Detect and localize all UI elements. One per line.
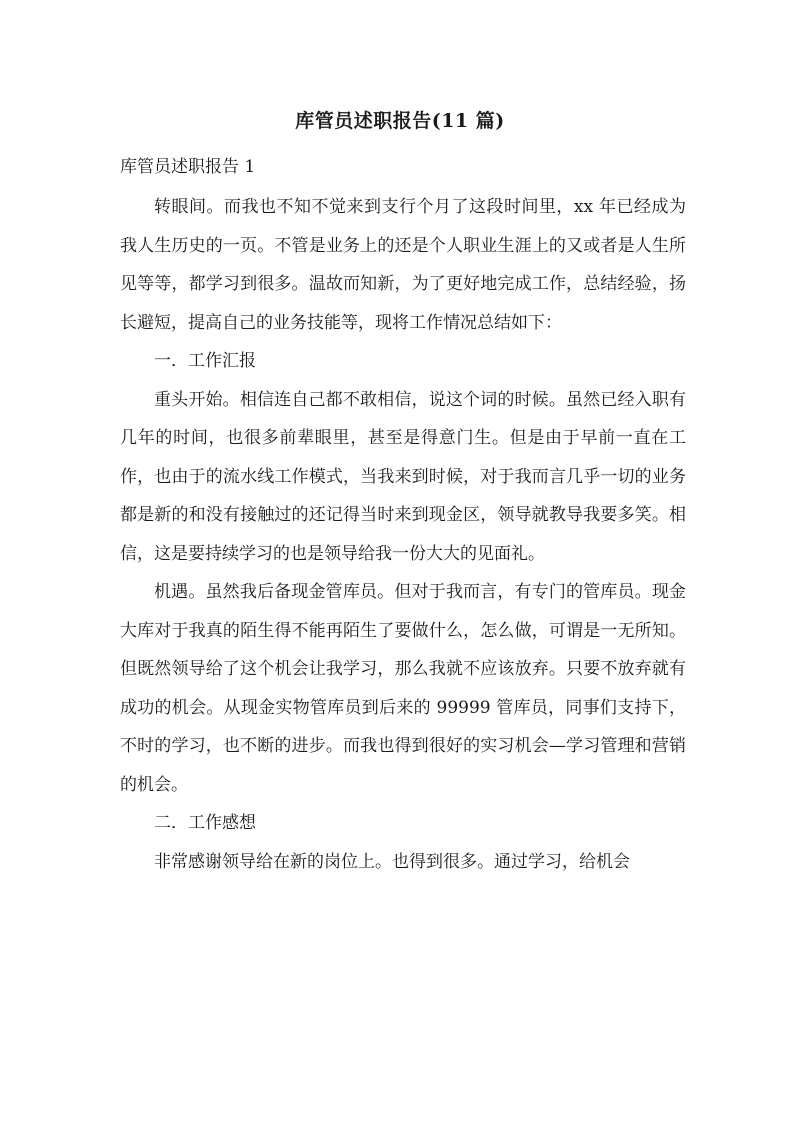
section-heading-work-thoughts: 二．工作感想 xyxy=(154,813,256,833)
paragraph-thanks: 非常感谢领导给在新的岗位上。也得到很多。通过学习，给机会 xyxy=(154,851,630,872)
paragraph-intro: 转眼间。而我也不知不觉来到支行个月了这段时间里，xx 年已经成为我人生历史的一页。不管是业务上的还是个人职业生涯上的又或者是人生所见等等，都学习到很多。温故而知新，为了更好地完成工作，总结经验，扬长避短，提高自己的业务技能等，现将工作情况总结如下： xyxy=(120,197,686,333)
paragraph-restart: 重头开始。相信连自己都不敢相信，说这个词的时候。虽然已经入职有几年的时间，也很多前辈眼里，甚至是得意门生。但是由于早前一直在工作，也由于的流水线工作模式，当我来到时候，对于我而言几乎一切的业务都是新的和没有接触过的还记得当时来到现金区，领导就教导我要多笑。相信，这是要持续学习的也是领导给我一份大大的见面礼。 xyxy=(120,389,686,564)
section-subtitle: 库管员述职报告 1 xyxy=(120,157,256,177)
paragraph-opportunity: 机遇。虽然我后备现金管库员。但对于我而言，有专门的管库员。现金大库对于我真的陌生得不能再陌生了要做什么，怎么做，可谓是一无所知。但既然领导给了这个机会让我学习，那么我就不应该放弃。只要不放弃就有成功的机会。从现金实物管库员到后来的 99999 管库员，同事们支持下，不时的学习，也不断的进步。而我也得到很好的实习机会—学习管理和营销的机会。 xyxy=(120,582,686,795)
document-body xyxy=(120,188,686,881)
section-heading-work-report: 一．工作汇报 xyxy=(154,351,256,371)
document-title: 库管员述职报告(11 篇) xyxy=(295,110,505,132)
